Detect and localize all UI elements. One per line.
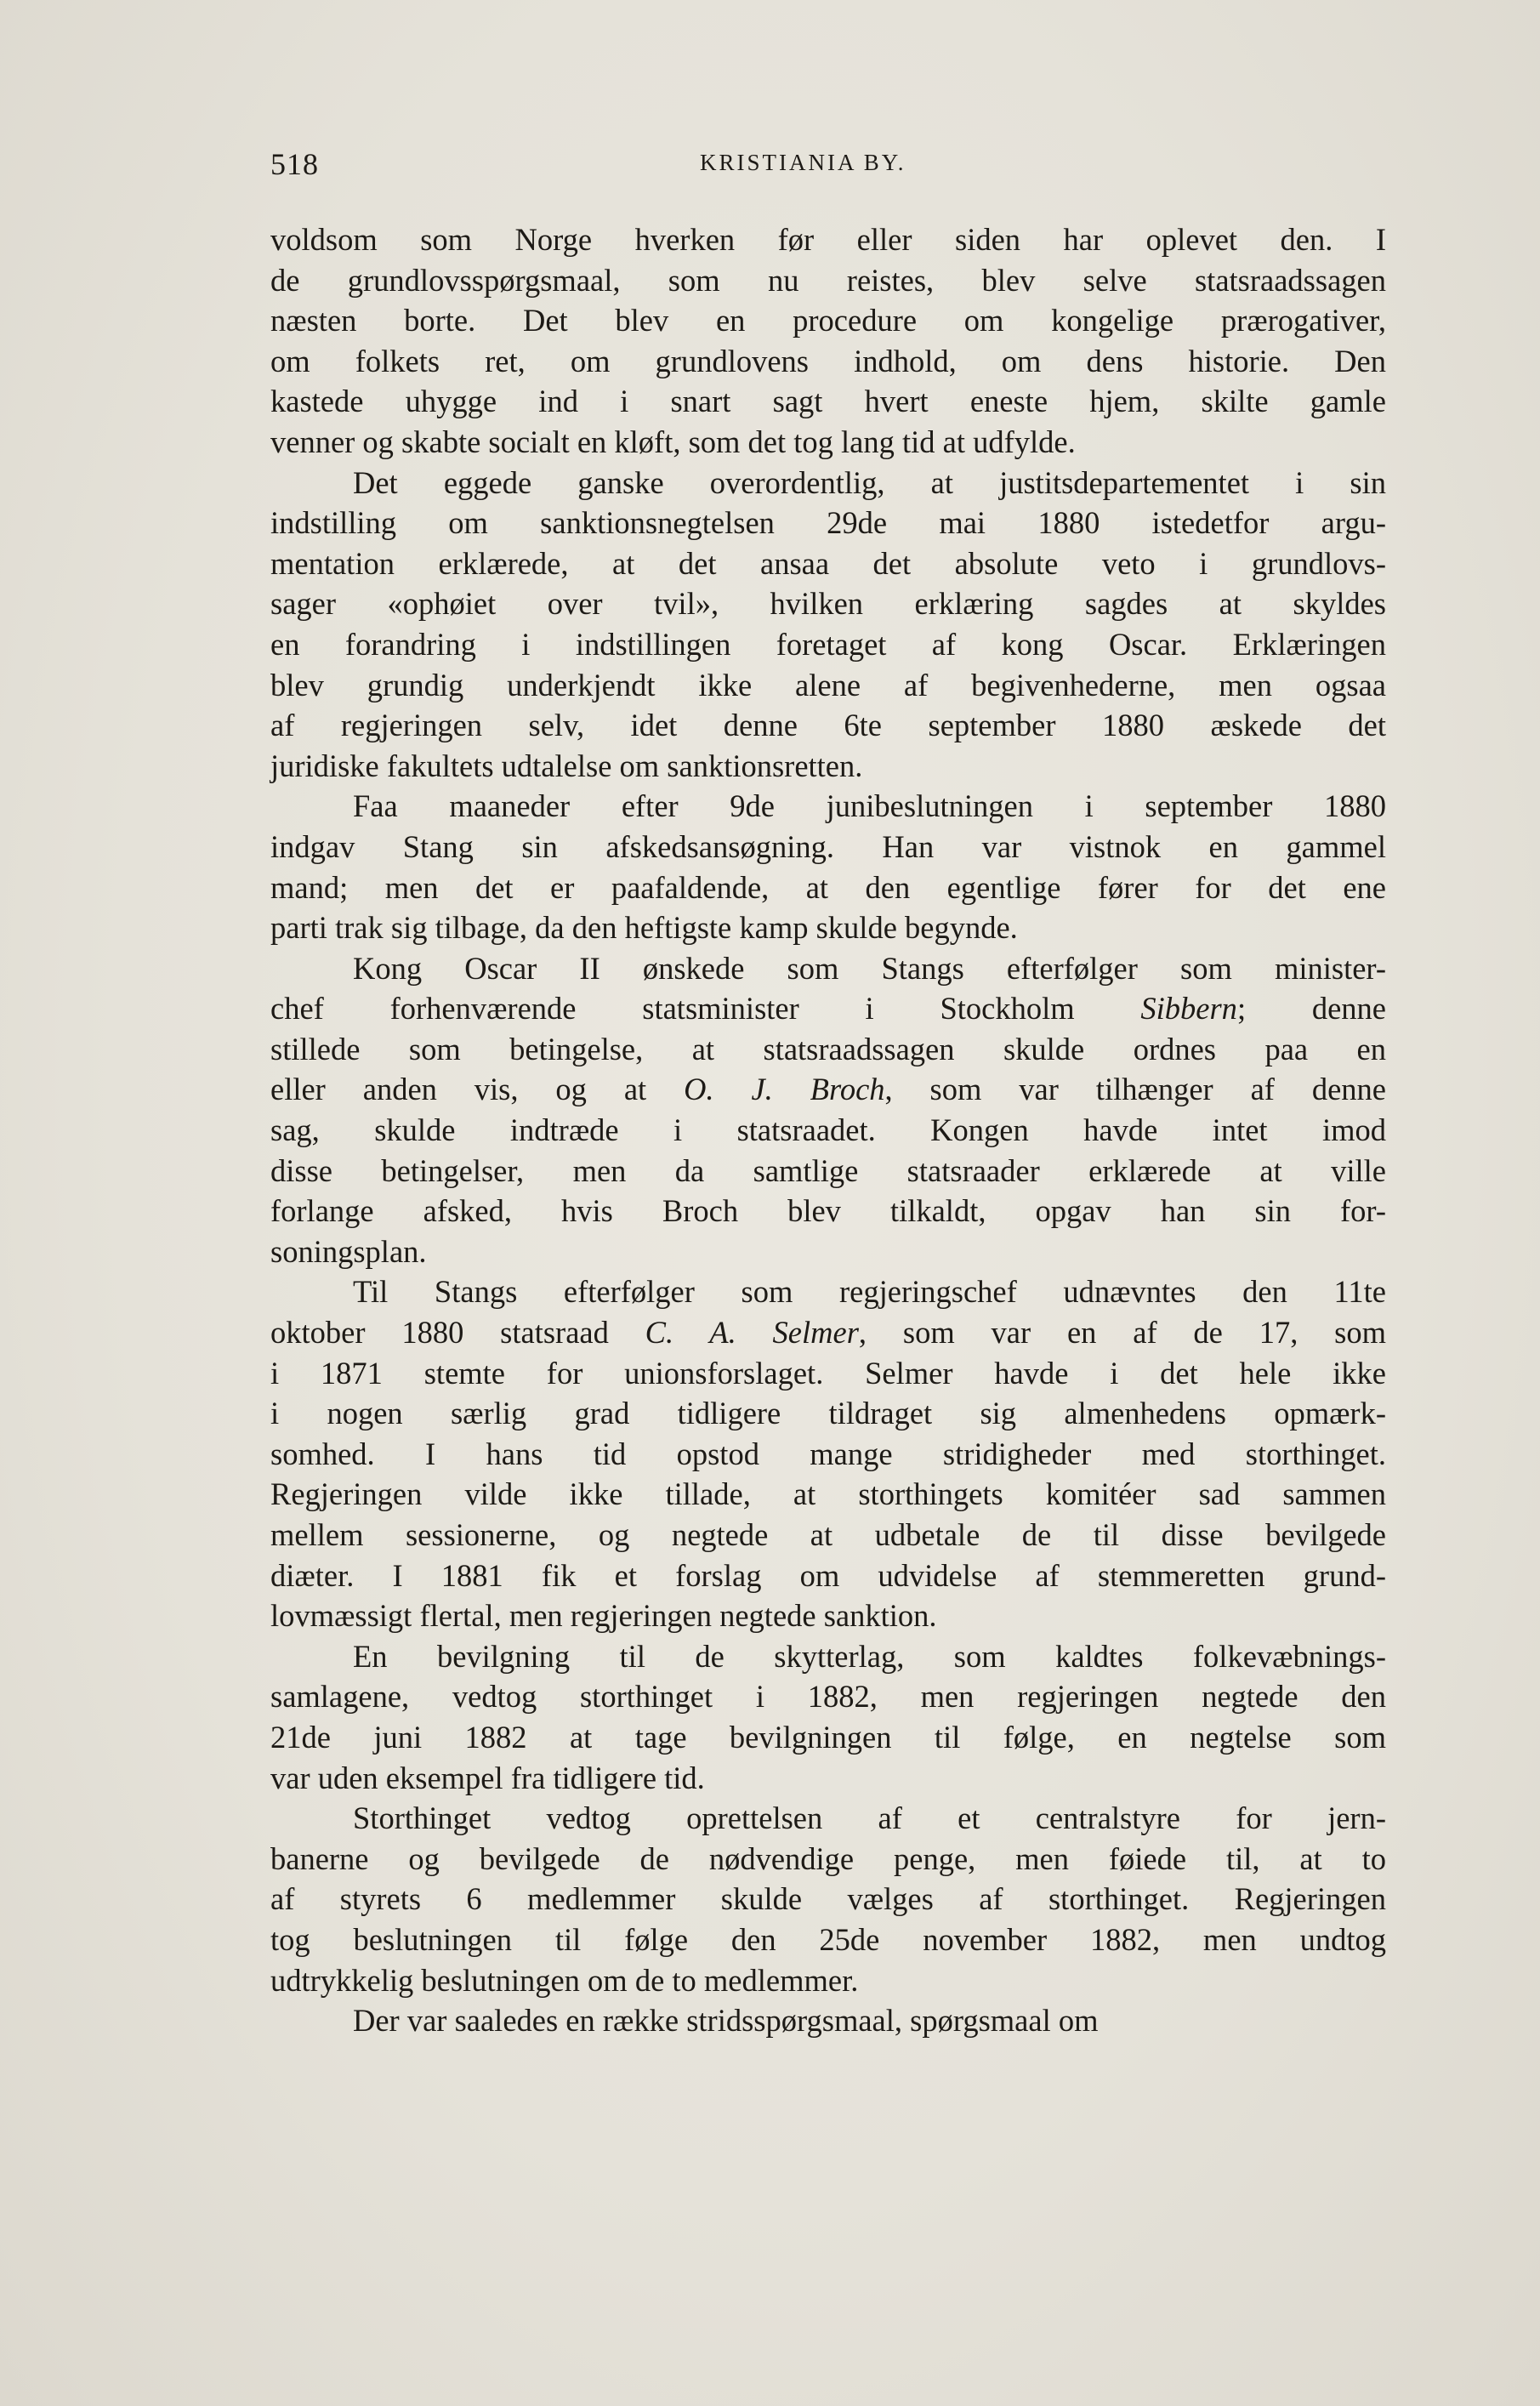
text-line: mellem sessionerne, og negtede at udbetale de til disse bevilgede: [270, 1517, 1386, 1552]
paragraph: [270, 1271, 1386, 1635]
text-line: Faa maaneder efter 9de junibeslutningen i september 1880: [353, 788, 1386, 824]
text-line: udtrykkelig beslutningen om de to medlemmer.: [270, 1962, 859, 1998]
text-line: banerne og bevilgede de nødvendige penge, men føiede til, at to: [270, 1840, 1386, 1876]
text-line: stillede som betingelse, at statsraadssagen skulde ordnes paa en: [270, 1031, 1386, 1066]
text-line: kastede uhygge ind i snart sagt hvert eneste hjem, skilte gamle: [270, 384, 1386, 419]
text-line: Regjeringen vilde ikke tillade, at storthingets komitéer sad sammen: [270, 1476, 1386, 1512]
text-line: næsten borte. Det blev en procedure om kongelige prærogativer,: [270, 303, 1386, 338]
text-line: juridiske fakultets udtalelse om sanktionsretten.: [270, 748, 863, 783]
text-line: eller anden vis, og at O. J. Broch, som var tilhænger af denne: [270, 1072, 1386, 1107]
text-line: soningsplan.: [270, 1233, 427, 1269]
text-line: sager «ophøiet over tvil», hvilken erklæring sagdes at skyldes: [270, 586, 1386, 622]
text-line: indstilling om sanktionsnegtelsen 29de mai 1880 istedetfor argu-: [270, 505, 1386, 541]
running-head: KRISTIANIA BY.: [700, 150, 906, 175]
text-line: En bevilgning til de skytterlag, som kaldtes folkevæbnings-: [353, 1638, 1386, 1674]
text-line: chef forhenværende statsminister i Stockholm Sibbern; denne: [270, 991, 1386, 1027]
paragraph: [270, 948, 1386, 1272]
paragraph: [270, 1798, 1386, 2000]
text-line: indgav Stang sin afskedsansøgning. Han var vistnok en gammel: [270, 828, 1386, 864]
text-line: mentation erklærede, at det ansaa det absolute veto i grundlovs-: [270, 545, 1386, 581]
text-line: Storthinget vedtog oprettelsen af et centralstyre for jern-: [353, 1800, 1386, 1836]
text-line: i nogen særlig grad tidligere tildraget sig almenhedens opmærk-: [270, 1396, 1386, 1431]
paragraph: [270, 786, 1386, 947]
text-line: en forandring i indstillingen foretaget af kong Oscar. Erklæringen: [270, 626, 1386, 662]
text-line: mand; men det er paafaldende, at den egentlige fører for det ene: [270, 869, 1386, 905]
text-line: var uden eksempel fra tidligere tid.: [270, 1760, 705, 1795]
text-line: 21de juni 1882 at tage bevilgningen til følge, en negtelse som: [270, 1719, 1386, 1755]
text-line: venner og skabte socialt en kløft, som det tog lang tid at udfylde.: [270, 424, 1076, 459]
text-line: oktober 1880 statsraad C. A. Selmer, som var en af de 17, som: [270, 1315, 1386, 1351]
text-line: disse betingelser, men da samtlige statsraader erklærede at ville: [270, 1152, 1386, 1188]
text-line: Der var saaledes en række stridsspørgsmaal, spørgsmaal om: [353, 2003, 1099, 2039]
paragraph: [270, 219, 1386, 463]
text-line: samlagene, vedtog storthinget i 1882, men regjeringen negtede den: [270, 1679, 1386, 1715]
text-line: forlange afsked, hvis Broch blev tilkaldt, opgav han sin for-: [270, 1193, 1386, 1229]
text-line: Kong Oscar II ønskede som Stangs efterfølger som minister-: [353, 950, 1386, 986]
paragraph: [270, 2000, 1386, 2041]
text-line: lovmæssigt flertal, men regjeringen negtede sanktion.: [270, 1598, 937, 1634]
text-line: i 1871 stemte for unionsforslaget. Selmer havde i det hele ikke: [270, 1355, 1386, 1391]
body-text: [270, 219, 1386, 2041]
text-line: af regjeringen selv, idet denne 6te september 1880 æskede det: [270, 708, 1386, 743]
text-line: de grundlovsspørgsmaal, som nu reistes, blev selve statsraadssagen: [270, 262, 1386, 298]
text-line: sag, skulde indtræde i statsraadet. Kongen havde intet imod: [270, 1112, 1386, 1148]
text-line: diæter. I 1881 fik et forslag om udvidelse af stemmeretten grund-: [270, 1557, 1386, 1593]
text-line: Til Stangs efterfølger som regjeringschef udnævntes den 11te: [353, 1274, 1386, 1310]
text-line: blev grundig underkjendt ikke alene af begivenhederne, men ogsaa: [270, 667, 1386, 702]
text-line: Det eggede ganske overordentlig, at justitsdepartementet i sin: [353, 464, 1386, 500]
paragraph: [270, 1636, 1386, 1798]
text-line: voldsom som Norge hverken før eller siden har oplevet den. I: [270, 222, 1386, 257]
text-line: af styrets 6 medlemmer skulde vælges af storthinget. Regjeringen: [270, 1881, 1386, 1917]
paragraph: [270, 463, 1386, 787]
text-line: tog beslutningen til følge den 25de november 1882, men undtog: [270, 1921, 1386, 1957]
text-line: somhed. I hans tid opstod mange stridigheder med storthinget.: [270, 1436, 1386, 1471]
text-line: om folkets ret, om grundlovens indhold, om dens historie. Den: [270, 343, 1386, 378]
page-header: [270, 146, 1386, 189]
text-line: parti trak sig tilbage, da den heftigste kamp skulde begynde.: [270, 910, 1018, 946]
page-number: 518: [270, 147, 319, 181]
